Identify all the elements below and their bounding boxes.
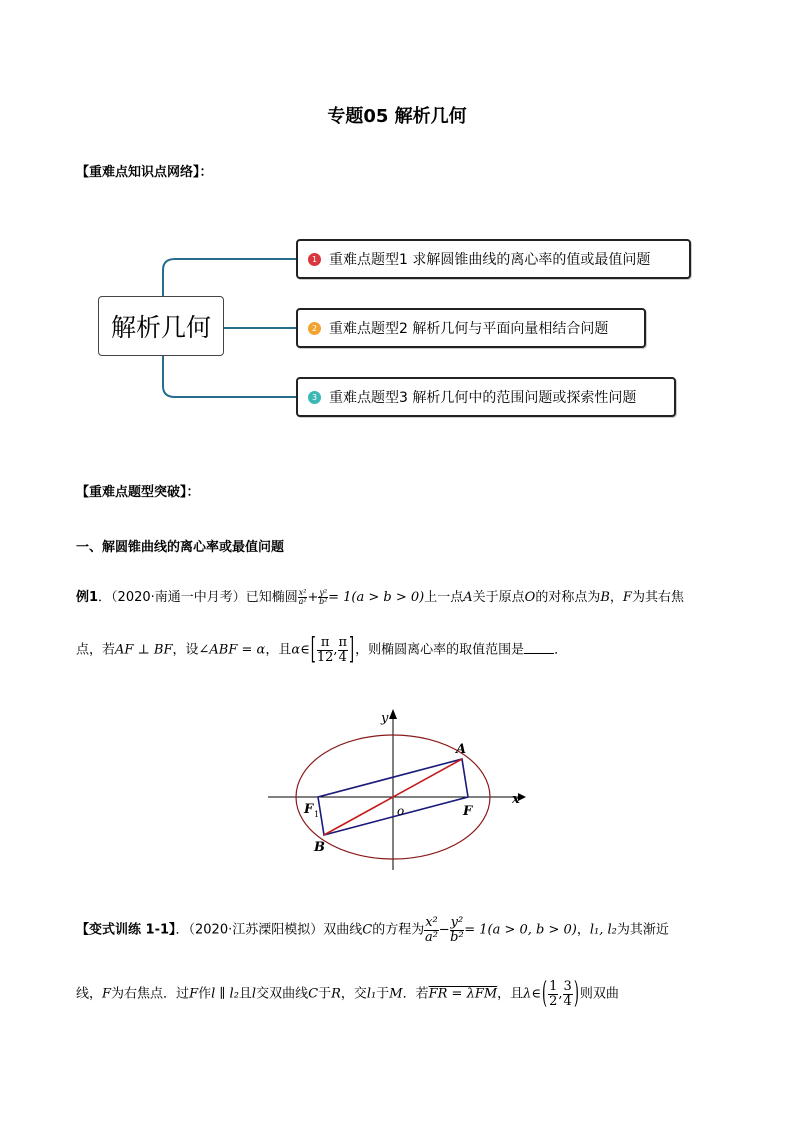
heading-eccentricity: 一、解圆锥曲线的离心率或最值问题 xyxy=(76,540,285,555)
text: 的方程为 xyxy=(372,922,425,938)
text: 于 xyxy=(376,986,390,1002)
page-title: 专题05 解析几何 xyxy=(327,106,467,127)
angle-condition: ∠ABF = α xyxy=(198,642,266,658)
point-F: F xyxy=(622,590,632,605)
text: ．（2020·江苏溧阳模拟）双曲线 xyxy=(175,922,363,938)
right-paren: ) xyxy=(573,976,579,1012)
point-A: A xyxy=(463,590,473,605)
number-badge-icon: 1 xyxy=(308,253,321,266)
text: 则双曲 xyxy=(579,986,619,1002)
text: 为其渐近 xyxy=(616,922,669,938)
example1-line2: 点，若AF ⊥ BF，设∠ABF = α，且α∈[ $\frac{\pi}{12}$ , $\frac{\pi}{4}$ ]，则椭圆离心率的取值范围是 ． xyxy=(76,632,568,668)
right-bracket: ] xyxy=(349,632,355,668)
text: ，交 xyxy=(340,986,367,1002)
example-label: 例1 xyxy=(76,590,99,605)
point-B: B xyxy=(600,590,610,605)
left-paren: ( xyxy=(542,976,548,1012)
text: 且 xyxy=(238,986,252,1002)
mindmap-branch-3 xyxy=(296,377,676,417)
answer-blank xyxy=(524,652,554,654)
text: 于 xyxy=(318,986,332,1002)
branch-label: 重难点题型1 求解圆锥曲线的离心率的值或最值问题 xyxy=(329,252,651,268)
text: 作 xyxy=(198,986,212,1002)
x-axis-label: x xyxy=(512,792,520,807)
alpha-in: α∈ xyxy=(291,642,310,658)
text: ，则椭圆离心率的取值范围是 xyxy=(355,642,525,658)
number-badge-icon: 2 xyxy=(308,322,321,335)
point-M: M xyxy=(389,986,403,1002)
variant-label: 【变式训练 1-1】 xyxy=(76,922,176,938)
y-axis-label: y xyxy=(381,711,389,726)
curve-C: C xyxy=(362,922,373,938)
mindmap-branch-1 xyxy=(296,239,691,279)
text: 上一点 xyxy=(424,590,464,605)
text: ， xyxy=(609,590,623,605)
text: ，设 xyxy=(172,642,199,658)
section-breakthrough-heading: 【重难点题型突破】： xyxy=(76,485,200,500)
fraction-y2-b2: $\frac{\text{y²}}{\text{b²}}$ xyxy=(450,915,464,945)
text: 线， xyxy=(76,986,103,1002)
perpendicular-condition: AF ⊥ BF xyxy=(115,642,173,658)
fraction-x2-a2: $\frac{\text{x²}}{\text{a²}}$ xyxy=(424,915,438,945)
label-origin: o xyxy=(397,804,405,818)
label-A: A xyxy=(456,742,467,757)
text: ，且 xyxy=(497,986,524,1002)
y-axis-arrow-icon xyxy=(389,709,397,719)
label-F: F xyxy=(463,804,473,819)
ellipse-equation-rest: = 1(a > b > 0) xyxy=(328,590,425,605)
section-network-heading: 【重难点知识点网络】： xyxy=(76,165,213,180)
number-badge-icon: 3 xyxy=(308,391,321,404)
label-F1-subscript: 1 xyxy=(314,810,320,819)
text: ，且 xyxy=(265,642,292,658)
fraction-x2-a2: $\frac{\text{x²}}{\text{a²}}$ xyxy=(298,587,307,606)
plus-sign: + xyxy=(307,590,319,605)
point-R: R xyxy=(331,986,341,1002)
fraction-pi-4: $\frac{\pi}{4}$ xyxy=(338,635,348,665)
label-B: B xyxy=(314,840,325,855)
branch-label: 重难点题型3 解析几何中的范围问题或探索性问题 xyxy=(329,390,637,406)
text: ， xyxy=(576,922,590,938)
example1-line1 xyxy=(76,586,684,606)
fraction-3-4: $\frac{3}{4}$ xyxy=(563,979,572,1009)
label-F1: F xyxy=(304,802,314,817)
text: ．若 xyxy=(402,986,429,1002)
text: ． xyxy=(554,642,568,658)
asymptotes: l₁, l₂ xyxy=(589,922,617,938)
mindmap-branch-2 xyxy=(296,308,646,348)
line-l1: l₁ xyxy=(366,986,377,1002)
text: 交双曲线 xyxy=(256,986,309,1002)
lambda-in: λ∈ xyxy=(523,986,542,1002)
variant-line2: 线，F为右焦点．过F作l ∥ l₂且l交双曲线C于R，交l₁于M．若FR = λFM，且λ∈( $\frac{1}{2}$ , $\frac{3}{4}$ )则双曲 xyxy=(76,976,619,1012)
text: 关于原点 xyxy=(472,590,525,605)
line-l: l xyxy=(251,986,257,1002)
ellipse-figure xyxy=(260,705,530,875)
text: 为右焦点．过 xyxy=(111,986,190,1002)
hyperbola-equation-rest: = 1(a > 0, b > 0) xyxy=(464,922,577,938)
left-bracket: [ xyxy=(310,632,316,668)
vector-equation: FR = λFM xyxy=(428,986,498,1002)
minus-sign: − xyxy=(438,922,450,938)
parallel-condition: l ∥ l₂ xyxy=(211,986,239,1002)
branch-label: 重难点题型2 解析几何与平面向量相结合问题 xyxy=(329,321,609,337)
focus-F: F xyxy=(189,986,199,1002)
text: 的对称点为 xyxy=(535,590,601,605)
point-O: O xyxy=(524,590,536,605)
variant-line1 xyxy=(76,916,669,944)
text: 为其右焦 xyxy=(631,590,684,605)
mindmap-center-node: 解析几何 xyxy=(98,296,224,356)
example-source: ．（2020·南通一中月考）已知椭圆 xyxy=(98,590,298,605)
fraction-1-2: $\frac{1}{2}$ xyxy=(549,979,558,1009)
fraction-y2-b2: $\frac{\text{y²}}{\text{b²}}$ xyxy=(319,587,328,606)
text: 点，若 xyxy=(76,642,116,658)
curve-C: C xyxy=(308,986,319,1002)
fraction-pi-12: $\frac{\pi}{12}$ xyxy=(316,635,334,665)
focus-F: F xyxy=(102,986,112,1002)
